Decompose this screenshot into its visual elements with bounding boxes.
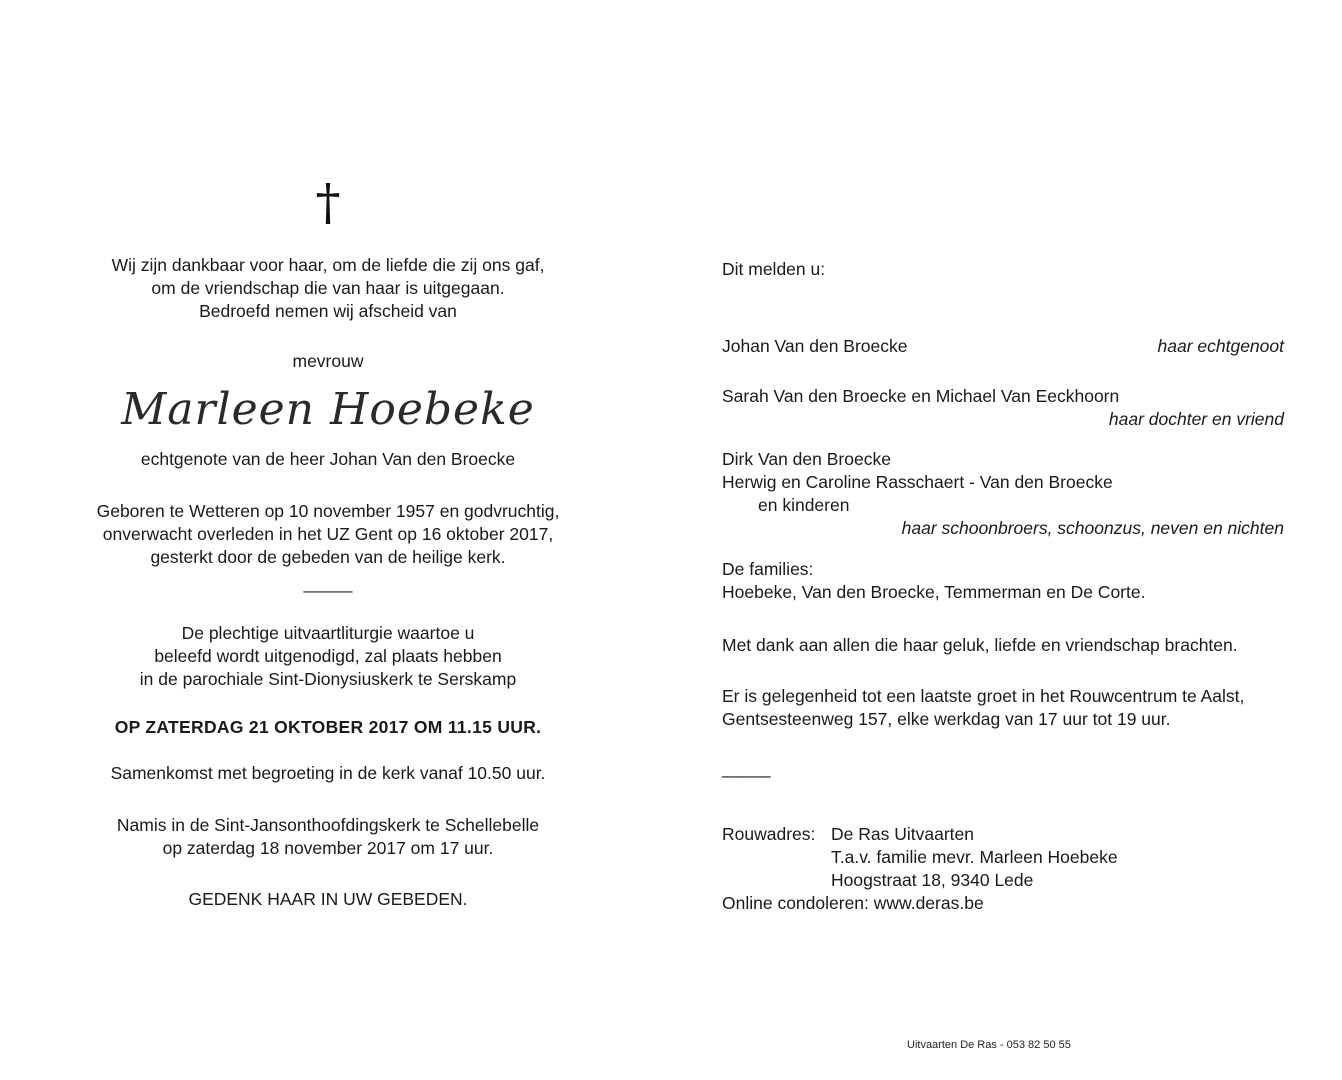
address-first-line — [722, 823, 1284, 846]
birth-death-text — [28, 500, 628, 569]
family-entry — [722, 385, 1284, 431]
families-block — [722, 558, 1284, 604]
intro-line: om de vriendschap die van haar is uitgegaan. — [151, 278, 505, 298]
divider: _____ — [303, 573, 353, 593]
visit-block — [722, 685, 1284, 731]
intro-text — [28, 254, 628, 323]
spouse-line: echtgenote van de heer Johan Van den Broecke — [140, 449, 516, 469]
family-name: Herwig en Caroline Rasschaert - Van den Broecke — [722, 472, 1113, 492]
address-line: Hoogstraat 18, 9340 Lede — [831, 870, 1034, 890]
family-relation: haar dochter en vriend — [1108, 409, 1284, 429]
deceased-name: Marleen Hoebeke — [121, 384, 535, 435]
families-label: De families: — [722, 559, 814, 579]
family-name: Johan Van den Broecke — [722, 336, 908, 356]
closing-line: GEDENK HAAR IN UW GEBEDEN. — [188, 889, 468, 909]
liturgy-line: De plechtige uitvaartliturgie waartoe u — [181, 623, 475, 643]
visit-line: Er is gelegenheid tot een laatste groet in het Rouwcentrum te Aalst, — [722, 686, 1245, 706]
family-entry — [722, 448, 1284, 540]
liturgy-line: beleefd wordt uitgenodigd, zal plaats hebben — [154, 646, 502, 666]
service-date: OP ZATERDAG 21 OKTOBER 2017 OM 11.15 UUR. — [114, 717, 542, 737]
intro-line: Bedroefd nemen wij afscheid van — [199, 301, 457, 321]
visit-line: Gentsesteenweg 157, elke werkdag van 17 uur tot 19 uur. — [722, 709, 1171, 729]
intro-line: Wij zijn dankbaar voor haar, om de liefde die zij ons gaf, — [111, 255, 545, 275]
divider: _____ — [722, 758, 771, 778]
birth-line: Geboren te Wetteren op 10 november 1957 en godvruchtig, — [96, 501, 560, 521]
address-line: De Ras Uitvaarten — [831, 824, 974, 844]
family-extra: en kinderen — [758, 495, 850, 515]
families-list: Hoebeke, Van den Broecke, Temmerman en De Corte. — [722, 582, 1146, 602]
footer-credit: Uitvaarten De Ras - 053 82 50 55 — [907, 1039, 1071, 1051]
family-relation: haar echtgenoot — [1157, 336, 1284, 356]
gathering-line: Samenkomst met begroeting in de kerk vanaf 10.50 uur. — [110, 763, 546, 783]
address-label: Rouwadres: — [722, 824, 816, 844]
namis-text — [28, 814, 628, 860]
liturgy-text — [28, 622, 628, 691]
liturgy-line: in de parochiale Sint-Dionysiuskerk te Serskamp — [139, 669, 517, 689]
namis-line: Namis in de Sint-Jansonthoofdingskerk te Schellebelle — [116, 815, 540, 835]
address-line: T.a.v. familie mevr. Marleen Hoebeke — [831, 847, 1118, 867]
announce-line: Dit melden u: — [722, 259, 826, 279]
family-entry — [722, 335, 1284, 358]
birth-line: onverwacht overleden in het UZ Gent op 16 oktober 2017, — [102, 524, 554, 544]
family-relation: haar schoonbroers, schoonzus, neven en nichten — [901, 518, 1284, 538]
family-name: Dirk Van den Broecke — [722, 449, 891, 469]
honorific: mevrouw — [292, 351, 364, 371]
birth-line: gesterkt door de gebeden van de heilige kerk. — [150, 547, 506, 567]
namis-line: op zaterdag 18 november 2017 om 17 uur. — [162, 838, 494, 858]
thanks-line: Met dank aan allen die haar geluk, liefde en vriendschap brachten. — [722, 635, 1238, 655]
online-condolence: Online condoleren: www.deras.be — [722, 893, 984, 913]
cross-icon: † — [315, 173, 341, 231]
family-name: Sarah Van den Broecke en Michael Van Eeckhoorn — [722, 386, 1120, 406]
address-block — [722, 823, 1284, 915]
